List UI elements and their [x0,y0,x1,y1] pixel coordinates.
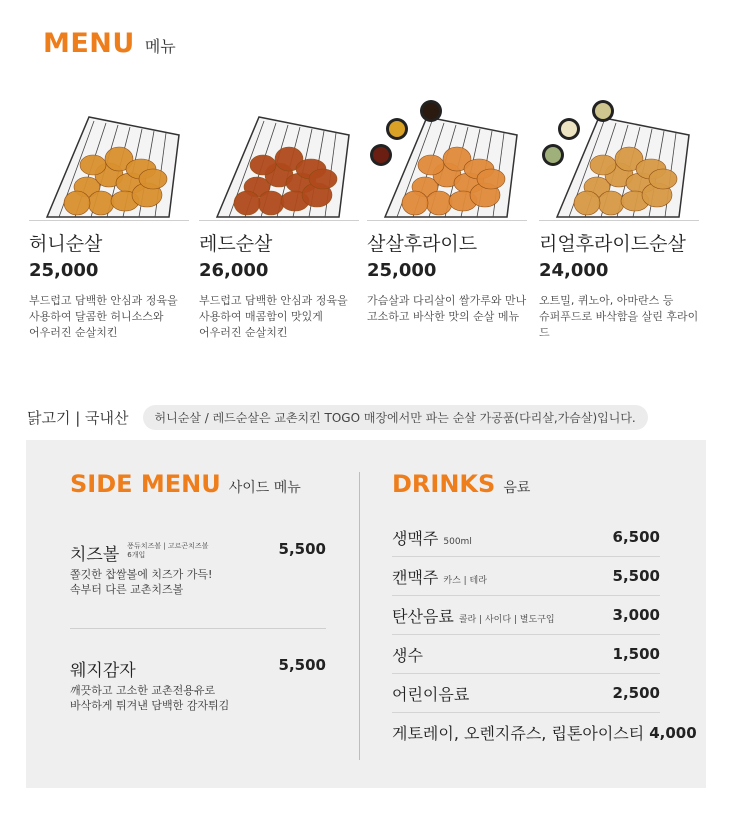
drink-row[interactable] [392,674,660,713]
drinks-list [392,518,697,752]
product-card[interactable] [199,95,359,341]
side-item-wedge-potato[interactable] [70,656,326,713]
product-image [29,95,189,221]
drinks-header [392,470,530,498]
side-item-name: 웨지감자 [70,661,136,681]
menu-title: MENU [43,28,135,59]
product-description: 부드럽고 담백한 안심과 정육을 사용하여 달콤한 허니소스와 어우러진 순살치킨 [29,294,178,339]
drink-name: 탄산음료 [392,606,454,626]
drink-price: 3,000 [612,606,660,624]
product-grid [29,95,709,355]
product-image [199,95,359,221]
side-menu-title: SIDE MENU [70,470,221,498]
product-price: 24,000 [539,260,609,281]
side-item-name: 치즈볼 [70,545,120,565]
drink-price: 5,500 [612,567,660,585]
origin-note-badge: 허니순살 / 레드순살은 교촌치킨 TOGO 매장에서만 파는 순살 가공품(다리살,가슴살)입니다. [143,405,648,430]
origin-info [27,405,648,430]
product-card[interactable] [367,95,527,325]
side-item-description: 깨끗하고 고소한 교촌전용유로 바삭하게 튀겨낸 담백한 감자튀김 [70,684,230,712]
side-item-description: 쫄깃한 찹쌀볼에 치즈가 가득! 속부터 다른 교촌치즈볼 [70,568,213,596]
drink-row[interactable] [392,518,660,557]
product-name: 허니순살 [29,233,103,255]
origin-label: 닭고기 | 국내산 [27,409,129,427]
drink-detail: 카스 | 테라 [443,575,487,586]
product-image [367,95,527,221]
menu-subtitle: 메뉴 [144,37,176,56]
product-image [539,95,699,221]
side-item-variants: 퐁듀치즈볼 | 고르곤치즈볼 6개입 [127,542,209,559]
drink-price: 4,000 [649,723,697,742]
product-name: 레드순살 [199,233,273,255]
drink-row[interactable] [392,557,660,596]
side-menu-header [70,470,301,498]
drink-price: 2,500 [612,684,660,702]
product-description: 가슴살과 다리살이 쌀가루와 만나 고소하고 바삭한 맛의 순살 메뉴 [367,294,527,323]
side-menu-subtitle: 사이드 메뉴 [228,480,301,496]
drink-name: 캔맥주 [392,567,439,587]
drink-name: 생수 [392,645,423,665]
side-drinks-panel [26,440,706,788]
drink-name: 생맥주 [392,528,439,548]
drink-row[interactable] [392,635,660,674]
product-card[interactable] [29,95,189,341]
side-item-price: 5,500 [278,540,326,558]
drink-price: 1,500 [612,645,660,663]
side-item-cheeseball[interactable] [70,540,326,597]
product-name: 살살후라이드 [367,233,478,255]
drinks-subtitle: 음료 [503,480,531,496]
product-name: 리얼후라이드순살 [539,233,686,255]
drink-name: 게토레이, 오렌지쥬스, 립톤아이스티 [392,724,645,743]
menu-header [43,28,176,59]
product-price: 25,000 [367,260,437,281]
side-item-price: 5,500 [278,656,326,674]
drink-name: 어린이음료 [392,684,470,704]
side-divider [70,628,326,629]
drink-row[interactable] [392,713,697,752]
product-price: 25,000 [29,260,99,281]
panel-divider [359,472,360,760]
drink-detail: 500ml [443,536,472,547]
product-price: 26,000 [199,260,269,281]
drinks-title: DRINKS [392,470,496,498]
drink-detail: 콜라 | 사이다 | 별도구입 [458,614,555,625]
product-card[interactable] [539,95,699,341]
drink-row[interactable] [392,596,660,635]
product-description: 오트밀, 퀴노아, 아마란스 등 슈퍼푸드로 바삭함을 살린 후라이드 [539,294,699,339]
drink-price: 6,500 [612,528,660,546]
product-description: 부드럽고 담백한 안심과 정육을 사용하여 매콤함이 맛있게 어우러진 순살치킨 [199,294,348,339]
